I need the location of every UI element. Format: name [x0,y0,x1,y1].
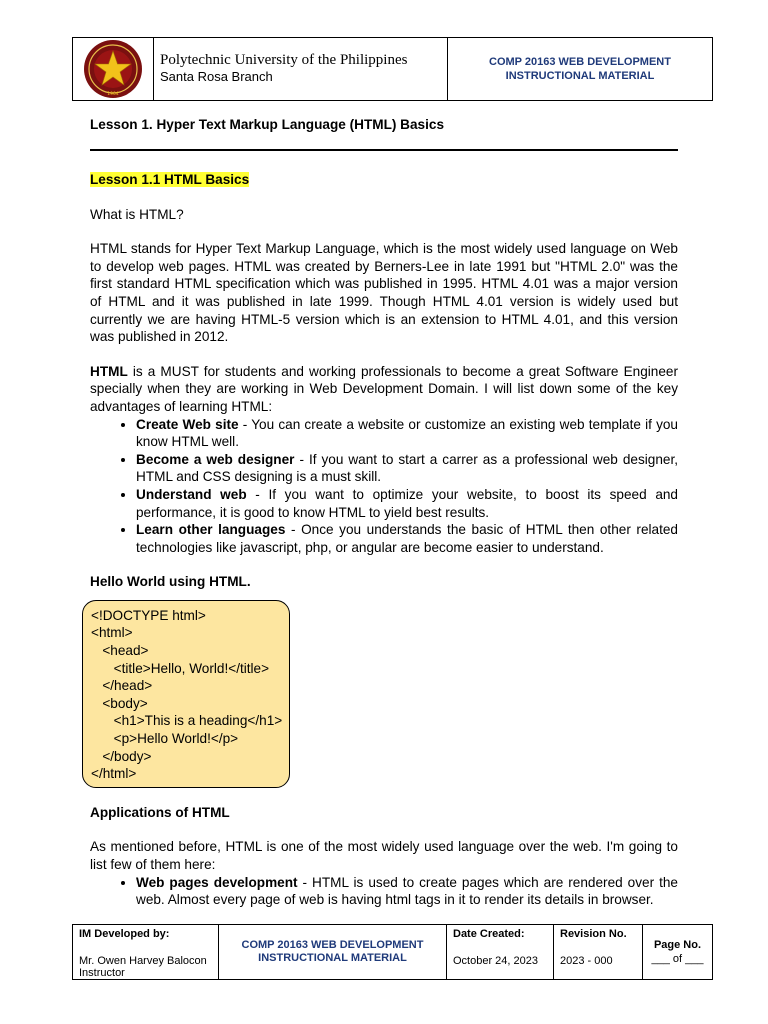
advantages-paragraph-text: is a MUST for students and working professionals to become a great Software Engineer specially when they are working in Web Development Domain. I will list down some of the key advantages of learning HTML: [90,363,678,414]
code-line: </head> [91,678,153,694]
lesson-title: Lesson 1. Hyper Text Markup Language (HTML) Basics [90,117,445,132]
question-text: What is HTML? [90,206,184,222]
list-item-term: Create Web site [136,416,239,432]
developer-cell [73,925,219,979]
branch-name: Santa Rosa Branch [160,69,273,84]
list-item-term: Understand web [136,486,247,502]
university-seal-icon [83,39,143,99]
applications-list [90,874,678,909]
page-number-value: ___ of ___ [651,953,704,965]
developer-name: Mr. Owen Harvey Balocon [79,955,207,967]
hello-world-heading: Hello World using HTML. [90,574,251,590]
list-item [136,451,678,486]
list-item-term: Become a web designer [136,451,295,467]
code-line: <h1>This is a heading</h1> [91,713,283,729]
advantages-list [90,416,678,557]
list-item [136,416,678,451]
course-title-line1: COMP 20163 WEB DEVELOPMENT [489,56,671,68]
document-footer [72,924,713,980]
list-item [136,874,678,909]
page-number-label: Page No. [653,939,702,951]
intro-paragraph: HTML stands for Hyper Text Markup Language, which is the most widely used language on Web to develop web pages. HTML was created by Berners-Lee in late 1991 but "HTML 2.0" was the first standard HTML specification which was published in 1995. HTML 4.01 was a major version of HTML and it was published in late 1999. Though HTML 4.01 version is widely used but currently we are having HTML-5 version which is an extension to HTML 4.01, and this version was published in 2012. [90,241,678,345]
university-seal-cell [73,38,154,100]
course-title-line2: INSTRUCTIONAL MATERIAL [505,70,655,82]
page-number-cell [643,925,712,979]
revision-value: 2023 - 000 [560,955,613,967]
document-body [90,116,678,909]
footer-course-line2: INSTRUCTIONAL MATERIAL [258,952,407,964]
developer-role: Instructor [79,967,125,979]
title-divider [90,149,678,151]
code-line: <title>Hello, World!</title> [91,660,270,676]
developer-label: IM Developed by: [79,928,170,940]
date-created-value: October 24, 2023 [453,955,539,967]
list-item-desc: - HTML is used to create pages which are rendered over the web. Almost every page of web is having html tags in it to render its details in browser. [136,874,678,908]
footer-course-line1: COMP 20163 WEB DEVELOPMENT [241,939,424,951]
revision-cell [554,925,643,979]
document-header [72,37,713,101]
applications-heading: Applications of HTML [90,804,230,820]
list-item [136,486,678,521]
section-title: Lesson 1.1 HTML Basics [90,172,250,187]
code-line: <html> [91,625,133,641]
list-item-desc: - If you want to optimize your website, to boost its speed and performance, it is good to know HTML to yield best results. [136,486,678,520]
footer-course-cell [219,925,447,979]
list-item [136,521,678,556]
code-line: <!DOCTYPE html> [91,607,206,623]
university-name-cell [154,38,448,100]
html-bold-term: HTML [90,363,128,379]
course-title-cell [448,38,712,100]
advantages-paragraph [90,363,678,416]
list-item-desc: - If you want to start a carrer as a professional web designer, HTML and CSS designing is a must skill. [136,451,678,485]
seal-year-text: 1904 [107,92,119,97]
list-item-desc: - Once you understands the basic of HTML then other related technologies like javascript, php, or angular are become easier to understand. [136,522,678,555]
code-line: </body> [91,748,152,764]
applications-paragraph: As mentioned before, HTML is one of the most widely used language over the web. I'm going to list few of them here: [90,839,678,872]
code-line: </html> [91,766,137,782]
code-line: <head> [91,643,149,659]
code-line: <body> [91,695,148,711]
date-created-cell [447,925,554,979]
list-item-desc: - You can create a website or customize an existing web template if you know HTML well. [136,416,678,450]
code-sample-box [82,600,290,788]
list-item-term: Web pages development [136,874,298,890]
date-created-label: Date Created: [453,928,525,940]
university-name: Polytechnic University of the Philippines [160,52,408,68]
revision-label: Revision No. [560,928,627,940]
list-item-term: Learn other languages [136,522,286,538]
code-line: <p>Hello World!</p> [91,731,239,747]
